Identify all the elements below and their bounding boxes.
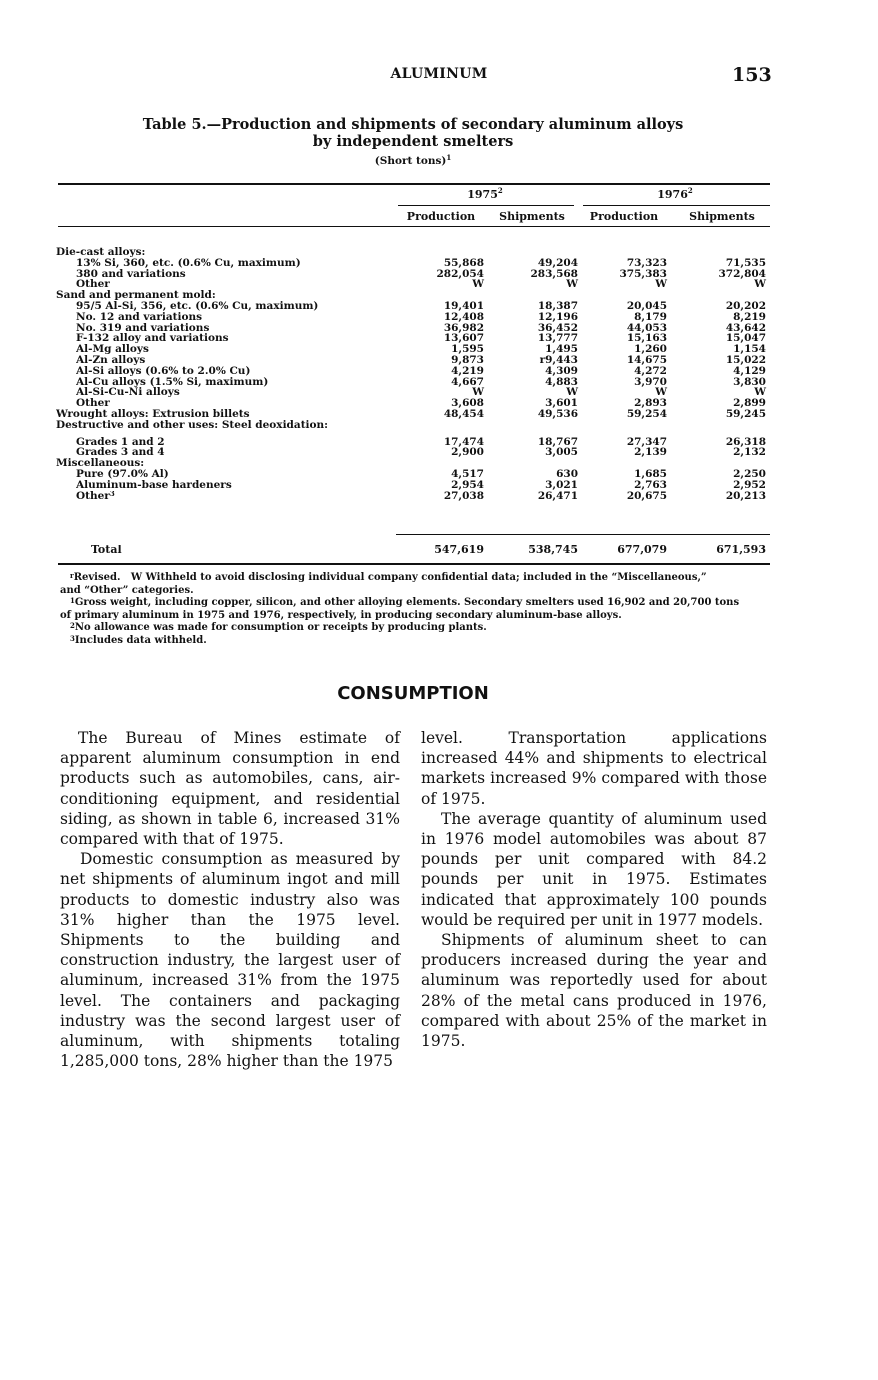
table-cell: 15,047 [725,332,766,345]
footnote-withheld-continued: and “Other” categories. [60,584,194,596]
table-cell: 48,454 [443,408,484,420]
row-label: Miscellaneous: [56,458,145,469]
table-cell: 4,219 [451,364,484,377]
table-cell: 4,883 [545,375,578,388]
table-title-line-2: by independent smelters [312,133,514,150]
table-row [56,269,772,279]
table-cell: 2,893 [634,397,667,410]
table-row [56,323,772,333]
table-row [56,447,772,457]
table-cell: 20,675 [626,489,667,502]
table-cell: 26,318 [725,435,766,448]
table-cell: 73,323 [626,256,667,269]
footnote-2: $^2$No allowance was made for consumption or receipts by producing plants. [70,621,487,633]
table-cell: 18,767 [537,435,578,448]
paragraph: Shipments of aluminum sheet to can producers increased during the year and aluminum was reportedly used for about 28% of the metal cans produced in 1976, compared with about 25% of the market in 1975. [421,931,767,1051]
table-cell: 20,213 [725,489,766,502]
table-cell: 4,272 [634,364,667,377]
running-header: ALUMINUM [390,66,488,82]
table-cell: 20,045 [626,300,667,312]
year-1975-header: 1975$^2$ [467,186,503,201]
table-top-rule [58,183,770,185]
table-cell: 372,804 [718,267,766,280]
table-cell: 3,970 [634,375,667,388]
table-cell: 71,535 [725,256,766,269]
table-cell: 15,022 [725,354,766,366]
footnote-3: $^3$Includes data withheld. [70,633,207,646]
table-cell: W [754,278,766,291]
table-cell: 2,250 [733,468,766,480]
year-1976-rule [583,205,770,206]
table-cell: 18,387 [537,300,578,312]
row-label: Pure (97.0% Al) _ _ _ [76,469,386,479]
table-cell: 2,952 [733,478,766,491]
table-cell: W [655,278,667,291]
table-footnotes [60,572,772,647]
table-row [56,312,772,322]
table-cell: 49,536 [537,408,578,420]
table-cell: 1,260 [634,343,667,356]
column-header-shipments-1975: Shipments [499,210,565,223]
row-label: Wrought alloys: Extrusion billets _ _ _ [56,409,386,419]
table-cell: W [566,386,578,399]
right-text-column [421,728,767,1051]
row-label: Grades 1 and 2 _ _ _ [76,437,386,447]
table-cell: 15,163 [626,332,667,345]
table-cell: 4,667 [451,375,484,388]
footnote-1: $^1$Gross weight, including copper, silicon, and other alloying elements. Secondary smelters used 16,902 and 20,700 tons [70,596,740,608]
table-cell: 1,495 [545,343,578,356]
table-cell: W [566,278,578,291]
table-row [56,458,772,468]
table-row [56,247,772,257]
paragraph: The Bureau of Mines estimate of apparent aluminum consumption in end products such as automobiles, cans, air-conditioning equipment, and residential siding, as shown in table 6, increased 31% compared with that of 1975. [60,729,400,849]
table-cell: 2,139 [634,446,667,459]
section-heading-consumption: CONSUMPTION [337,683,489,704]
paragraph: The average quantity of aluminum used in 1976 model automobiles was about 87 pounds per unit compared with 84.2 pounds per unit in 1975. Estimates indicated that approximately 100 pounds would be required per unit in 1977 models. [421,809,767,929]
table-cell: 27,038 [443,489,484,502]
paragraph: level. Transportation applications increased 44% and shipments to electrical markets increased 9% compared with those of 1975. [421,729,767,808]
row-label: Other _ _ _ [76,398,386,408]
table-row [56,290,772,300]
total-cell: 538,745 [528,543,578,556]
row-label: 380 and variations _ _ _ [76,269,386,279]
table-cell: 9,873 [451,354,484,366]
table-cell: 12,408 [443,310,484,323]
table-cell: 630 [556,468,578,480]
table-cell: 8,219 [733,310,766,323]
table-cell: W [472,386,484,399]
table-cell: 19,401 [443,300,484,312]
column-header-production-1976: Production [589,210,659,223]
column-header-shipments-1976: Shipments [689,210,755,223]
total-label: Total _ _ _ [91,545,386,555]
row-label: Al-Cu alloys (1.5% Si, maximum) _ _ _ [76,377,386,387]
table-cell: 49,204 [537,256,578,269]
total-cell: 677,079 [617,543,667,556]
page-number: 153 [732,64,772,86]
table-cell: 2,132 [733,446,766,459]
table-cell: 375,383 [619,267,667,280]
table-row [56,491,772,501]
table-row [56,344,772,354]
table-cell: 2,954 [451,478,484,491]
total-cell: 547,619 [434,543,484,556]
table-cell: 36,982 [443,321,484,334]
table-row [56,258,772,268]
row-label: No. 319 and variations _ _ _ [76,323,386,333]
row-label: Al-Si-Cu-Ni alloys _ _ _ [76,387,386,397]
table-cell: 13,777 [537,332,578,345]
row-label: F-132 alloy and variations _ _ _ [76,333,386,343]
table-row [56,398,772,408]
table-cell: 1,595 [451,343,484,356]
table-row [56,377,772,387]
year-1975-rule [398,205,574,206]
table-cell: 3,830 [733,375,766,388]
table-row [56,279,772,289]
row-label: Other$^3$ _ _ _ [76,491,386,501]
units-label: (Short tons) [374,155,447,167]
total-top-rule [396,534,770,535]
total-row [56,545,772,555]
row-label: Grades 3 and 4 _ _ _ [76,447,386,457]
row-label: No. 12 and variations _ _ _ [76,312,386,322]
table-cell: 12,196 [537,310,578,323]
table-cell: 3,608 [451,397,484,410]
table-cell: 282,054 [436,267,484,280]
table-row [56,420,772,430]
table-row [56,409,772,419]
row-label: Aluminum-base hardeners _ _ _ [76,480,386,490]
table-cell: 2,899 [733,397,766,410]
table-row [56,333,772,343]
table-cell: 2,900 [451,446,484,459]
table-cell: 1,154 [733,343,766,356]
table-bottom-rule [58,563,770,565]
table-row [56,480,772,490]
total-cell: 671,593 [716,543,766,556]
table-cell: W [754,386,766,399]
row-label: Al-Mg alloys _ _ _ [76,344,386,354]
left-text-column [60,728,400,1071]
table-title-line-1: Table 5.—Production and shipments of secondary aluminum alloys [142,116,684,133]
row-label-footnote-mark: 3 [109,490,115,498]
table-cell: 1,685 [634,468,667,480]
table-row [56,366,772,376]
table-cell: 283,568 [530,267,578,280]
table-cell: 17,474 [443,435,484,448]
footnote-1-continued: of primary aluminum in 1975 and 1976, respectively, in producing secondary aluminum-base alloys. [60,609,622,621]
table-cell: 3,005 [545,446,578,459]
row-label: Die-cast alloys: [56,247,146,257]
table-row [56,301,772,311]
table-cell: 4,517 [451,468,484,480]
table-cell: 4,309 [545,364,578,377]
column-header-rule [58,226,770,227]
column-header-production-1975: Production [406,210,476,223]
table-title [0,116,826,150]
table-cell: 14,675 [626,354,667,366]
year-1976-header: 1976$^2$ [657,186,693,201]
row-label: Sand and permanent mold: [56,290,216,301]
table-cell: 59,254 [626,408,667,420]
paragraph: Domestic consumption as measured by net shipments of aluminum ingot and mill products to domestic industry also was 31% higher than the 1975 level. Shipments to the building and construction industry, the largest user of aluminum, increased 31% from the 1975 level. The containers and packaging industry was the second largest user of aluminum, with shipments totaling 1,285,000 tons, 28% higher than the 1975 [60,850,400,1071]
row-label: Al-Zn alloys _ _ _ [76,355,386,365]
table-cell: 13,607 [443,332,484,345]
table-cell: 2,763 [634,478,667,491]
row-label: 13% Si, 360, etc. (0.6% Cu, maximum) _ _ _ [76,258,386,268]
table-cell: 3,601 [545,397,578,410]
table-cell: 8,179 [634,310,667,323]
table-cell: W [655,386,667,399]
table-cell: 43,642 [725,321,766,334]
table-cell: W [472,278,484,291]
table-cell: 26,471 [537,489,578,502]
table-row [56,387,772,397]
footnote-revised: $^r$Revised. W Withheld to avoid disclosing individual company confidential data; included in the “Miscellaneous,” [70,571,707,583]
row-label: 95/5 Al-Si, 356, etc. (0.6% Cu, maximum) _ _ _ [76,301,386,311]
table-cell: 20,202 [725,300,766,312]
row-label: Destructive and other uses: Steel deoxidation: [56,419,329,430]
table-cell: 55,868 [443,256,484,269]
table-row [56,469,772,479]
table-cell: 59,245 [725,408,766,420]
row-label: Al-Si alloys (0.6% to 2.0% Cu) _ _ _ [76,366,386,376]
table-cell: 44,053 [626,321,667,334]
table-cell: 3,021 [545,478,578,491]
table-cell: 4,129 [733,364,766,377]
table-cell: r9,443 [539,354,578,366]
table-cell: 27,347 [626,435,667,448]
table-row [56,355,772,365]
units-footnote-mark: 1 [446,153,452,162]
row-label: Other _ _ _ [76,279,386,289]
table-row [56,437,772,447]
table-units [0,155,826,167]
table-cell: 36,452 [537,321,578,334]
